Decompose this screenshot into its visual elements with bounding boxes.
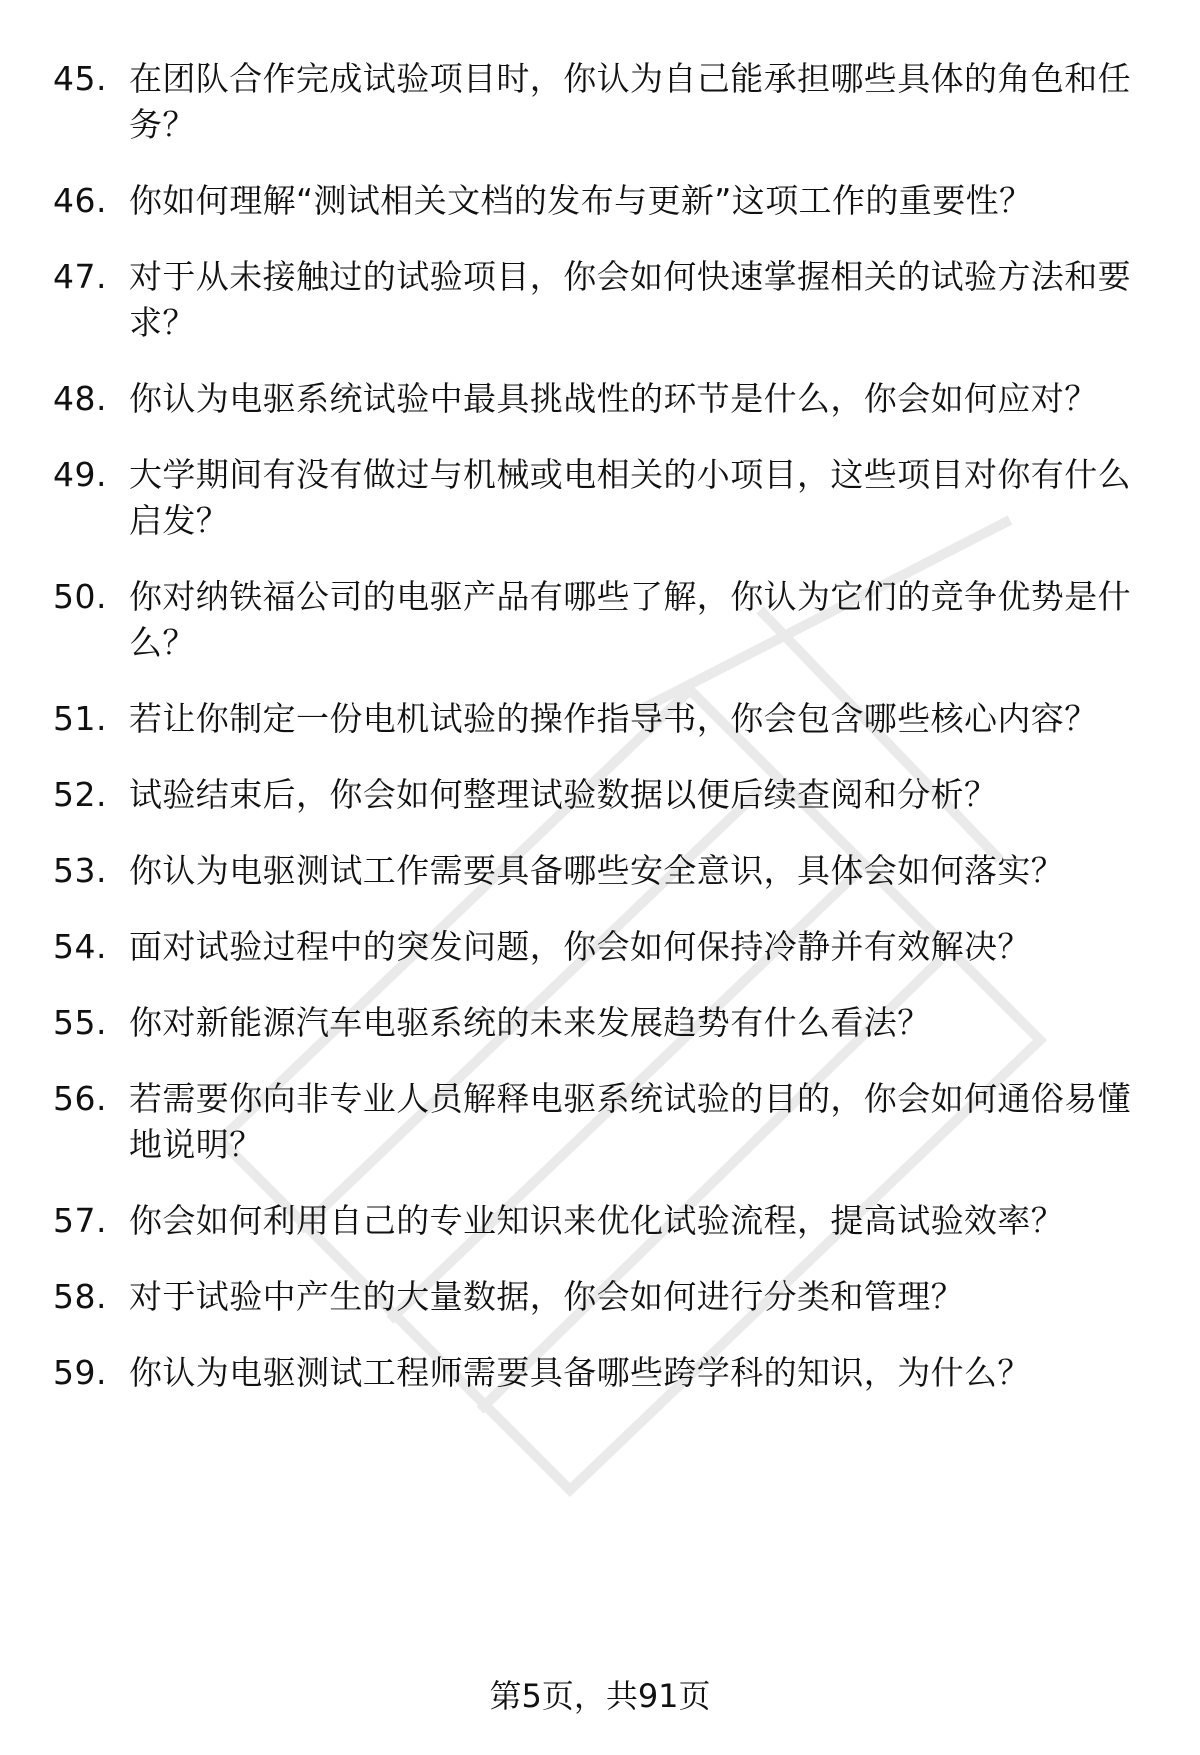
question-number: 55. xyxy=(53,1003,107,1042)
question-item-50 xyxy=(53,574,1153,666)
question-item-48 xyxy=(53,376,1153,422)
question-number: 59. xyxy=(53,1353,107,1392)
question-text: 若需要你向非专业人员解释电驱系统试验的目的，你会如何通俗易懂地说明？ xyxy=(129,1079,1131,1164)
question-number: 48. xyxy=(53,379,107,418)
question-item-49 xyxy=(53,452,1153,544)
question-number: 46. xyxy=(53,181,107,220)
question-number: 57. xyxy=(53,1201,107,1240)
question-number: 49. xyxy=(53,455,107,494)
question-text: 你认为电驱系统试验中最具挑战性的环节是什么，你会如何应对？ xyxy=(129,379,1098,418)
question-item-52 xyxy=(53,772,1153,818)
question-text: 大学期间有没有做过与机械或电相关的小项目，这些项目对你有什么启发？ xyxy=(129,455,1131,540)
question-number: 56. xyxy=(53,1079,107,1118)
question-item-54 xyxy=(53,924,1153,970)
question-number: 54. xyxy=(53,927,107,966)
question-number: 50. xyxy=(53,577,107,616)
question-text: 你对纳铁福公司的电驱产品有哪些了解，你认为它们的竞争优势是什么？ xyxy=(129,577,1131,662)
question-list xyxy=(53,56,1153,1426)
question-item-45 xyxy=(53,56,1153,148)
question-number: 58. xyxy=(53,1277,107,1316)
question-item-55 xyxy=(53,1000,1153,1046)
question-item-57 xyxy=(53,1198,1153,1244)
question-item-59 xyxy=(53,1350,1153,1396)
question-text: 对于试验中产生的大量数据，你会如何进行分类和管理？ xyxy=(129,1277,964,1316)
question-number: 53. xyxy=(53,851,107,890)
question-item-51 xyxy=(53,696,1153,742)
question-number: 47. xyxy=(53,257,107,296)
question-item-53 xyxy=(53,848,1153,894)
question-text: 你认为电驱测试工作需要具备哪些安全意识，具体会如何落实？ xyxy=(129,851,1065,890)
question-text: 你如何理解“测试相关文档的发布与更新”这项工作的重要性？ xyxy=(129,181,1033,220)
page-footer: 第5页，共91页 xyxy=(489,1677,711,1715)
question-text: 你对新能源汽车电驱系统的未来发展趋势有什么看法？ xyxy=(129,1003,931,1042)
question-text: 在团队合作完成试验项目时，你认为自己能承担哪些具体的角色和任务？ xyxy=(129,59,1131,144)
question-text: 你认为电驱测试工程师需要具备哪些跨学科的知识，为什么？ xyxy=(129,1353,1031,1392)
question-number: 45. xyxy=(53,59,107,98)
question-item-58 xyxy=(53,1274,1153,1320)
question-text: 试验结束后，你会如何整理试验数据以便后续查阅和分析？ xyxy=(129,775,998,814)
question-number: 51. xyxy=(53,699,107,738)
question-item-47 xyxy=(53,254,1153,346)
question-item-56 xyxy=(53,1076,1153,1168)
question-item-46 xyxy=(53,178,1153,224)
question-number: 52. xyxy=(53,775,107,814)
question-text: 面对试验过程中的突发问题，你会如何保持冷静并有效解决？ xyxy=(129,927,1031,966)
question-text: 若让你制定一份电机试验的操作指导书，你会包含哪些核心内容？ xyxy=(129,699,1098,738)
question-text: 对于从未接触过的试验项目，你会如何快速掌握相关的试验方法和要求？ xyxy=(129,257,1131,342)
question-text: 你会如何利用自己的专业知识来优化试验流程，提高试验效率？ xyxy=(129,1201,1065,1240)
